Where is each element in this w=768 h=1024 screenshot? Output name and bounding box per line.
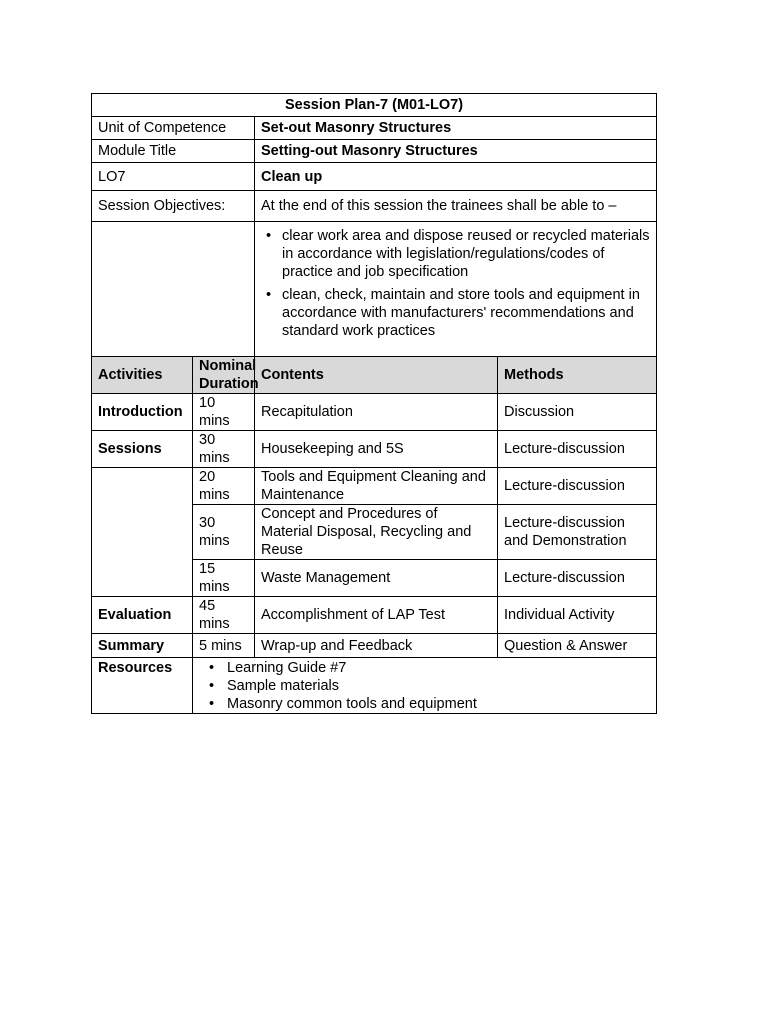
header-methods: Methods <box>498 357 657 394</box>
content-cell: Housekeeping and 5S <box>255 431 498 468</box>
objectives-label: Session Objectives: <box>92 191 255 222</box>
module-label: Module Title <box>92 140 255 163</box>
resources-list <box>193 659 650 713</box>
unit-value: Set-out Masonry Structures <box>255 117 657 140</box>
unit-label: Unit of Competence <box>92 117 255 140</box>
lo-value: Clean up <box>255 163 657 191</box>
module-value: Setting-out Masonry Structures <box>255 140 657 163</box>
activity-cell <box>92 468 193 597</box>
duration-cell: 30 mins <box>193 431 255 468</box>
objective-item: • clean, check, maintain and store tools and equipment in accordance with manufacturers' recommendations and standard work practices <box>261 286 650 340</box>
activity-cell: Sessions <box>92 431 193 468</box>
table-row <box>92 597 657 634</box>
resources-label: Resources <box>92 658 193 714</box>
session-plan-table <box>91 93 657 714</box>
resource-item: • Masonry common tools and equipment <box>193 695 650 713</box>
lo-label: LO7 <box>92 163 255 191</box>
method-cell: Discussion <box>498 394 657 431</box>
table-row <box>92 394 657 431</box>
header-activities: Activities <box>92 357 193 394</box>
objectives-blank-cell <box>92 222 255 357</box>
session-plan-document <box>91 93 656 714</box>
method-cell: Lecture-discussion <box>498 468 657 505</box>
objectives-cell <box>255 222 657 357</box>
duration-cell: 10 mins <box>193 394 255 431</box>
activity-cell: Summary <box>92 634 193 658</box>
method-cell: Lecture-discussion <box>498 431 657 468</box>
activity-cell: Introduction <box>92 394 193 431</box>
content-cell: Accomplishment of LAP Test <box>255 597 498 634</box>
method-cell: Lecture-discussion <box>498 560 657 597</box>
header-duration: Nominal Duration <box>193 357 255 394</box>
table-row <box>92 431 657 468</box>
objectives-intro: At the end of this session the trainees shall be able to – <box>255 191 657 222</box>
activity-cell: Evaluation <box>92 597 193 634</box>
method-cell: Lecture-discussion and Demonstration <box>498 505 657 560</box>
duration-cell: 45 mins <box>193 597 255 634</box>
resource-item: • Learning Guide #7 <box>193 659 650 677</box>
duration-cell: 5 mins <box>193 634 255 658</box>
content-cell: Concept and Procedures of Material Disposal, Recycling and Reuse <box>255 505 498 560</box>
resource-item: • Sample materials <box>193 677 650 695</box>
objectives-list <box>261 227 650 340</box>
method-cell: Individual Activity <box>498 597 657 634</box>
objective-item: • clear work area and dispose reused or recycled materials in accordance with legislation/regulations/codes of practice and job specification <box>261 227 650 281</box>
content-cell: Tools and Equipment Cleaning and Maintenance <box>255 468 498 505</box>
method-cell: Question & Answer <box>498 634 657 658</box>
header-contents: Contents <box>255 357 498 394</box>
resources-cell <box>193 658 657 714</box>
content-cell: Recapitulation <box>255 394 498 431</box>
duration-cell: 30 mins <box>193 505 255 560</box>
duration-cell: 15 mins <box>193 560 255 597</box>
table-row <box>92 468 657 505</box>
session-title: Session Plan-7 (M01-LO7) <box>92 94 657 117</box>
content-cell: Wrap-up and Feedback <box>255 634 498 658</box>
duration-cell: 20 mins <box>193 468 255 505</box>
table-row <box>92 634 657 658</box>
content-cell: Waste Management <box>255 560 498 597</box>
